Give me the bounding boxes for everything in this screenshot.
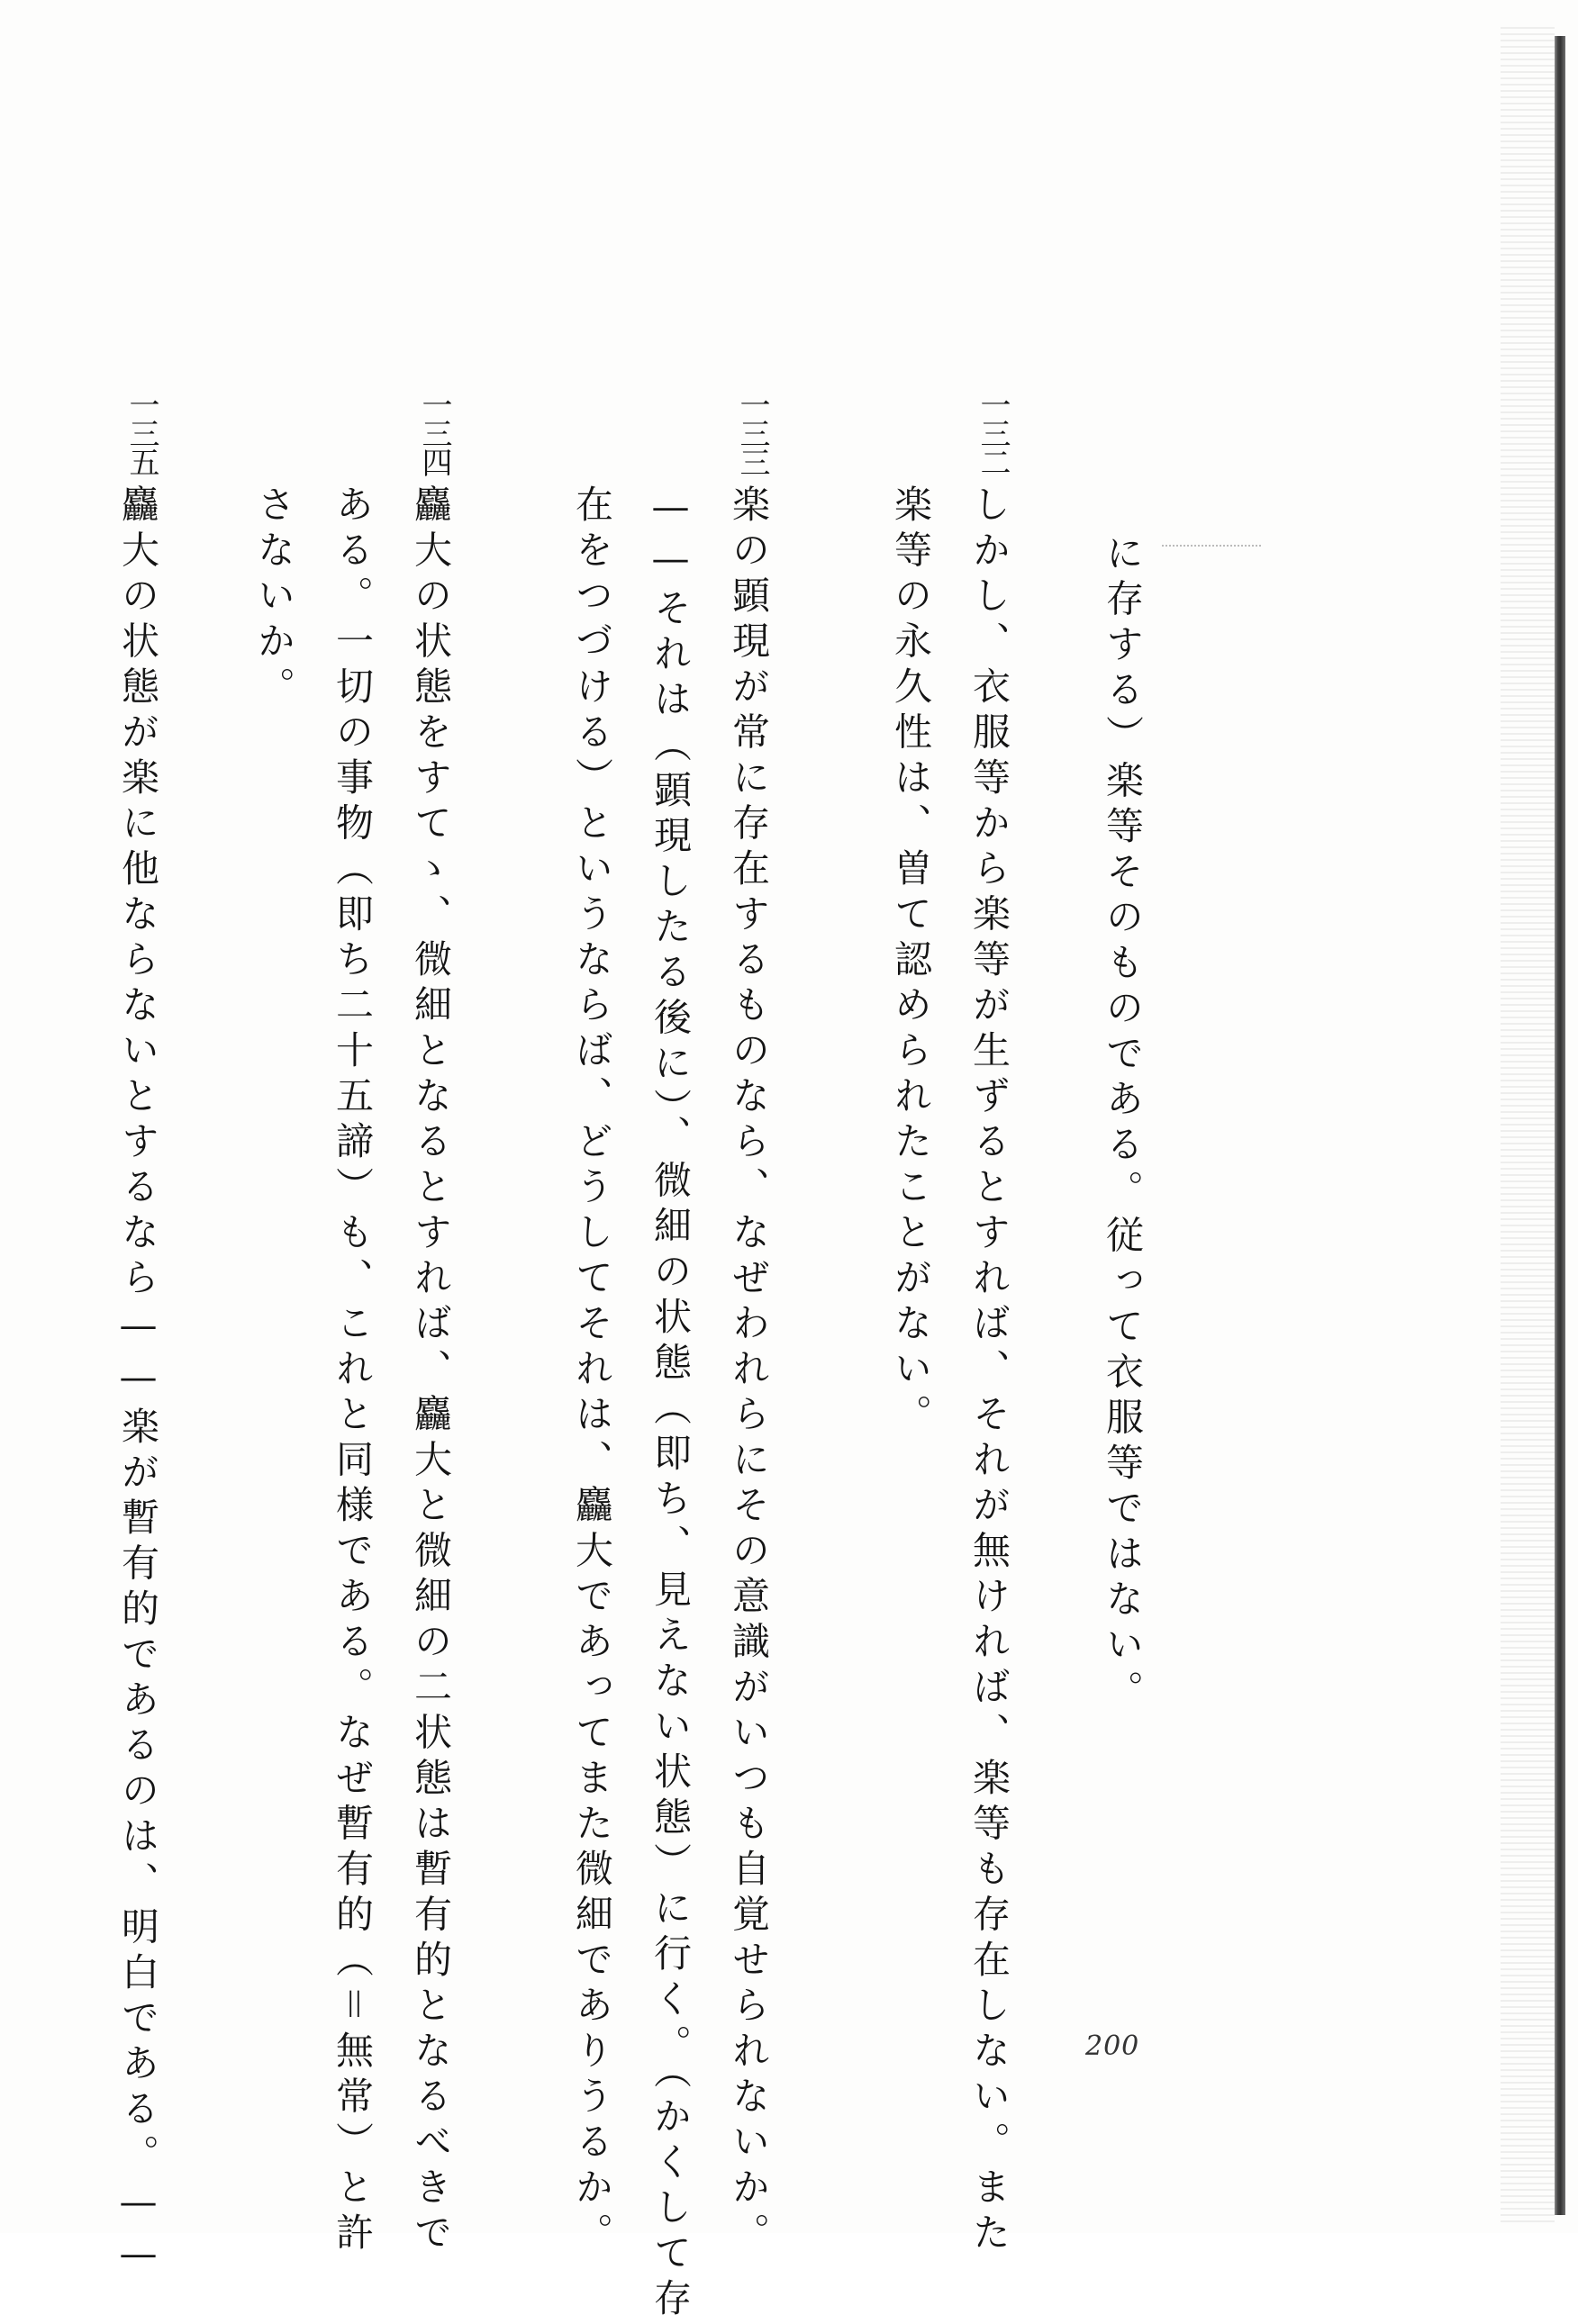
verse-number-135: 一三五 xyxy=(123,389,159,475)
text-line-2: しかし、衣服等から楽等が生ずるとすれば、それが無ければ、楽等も存在しない。また xyxy=(967,484,1011,2258)
page-number: 200 xyxy=(1085,2030,1140,2062)
page-binding-edge xyxy=(1555,36,1565,2215)
text-line-6: 在をつづける）というならば、どうしてそれは、麤大であってまた微細でありうるか。 xyxy=(570,484,614,2258)
verse-number-134: 一三四 xyxy=(416,389,452,475)
text-line-4: 楽の顕現が常に存在するものなら、なぜわれらにその意識がいつも自覚せられないか。 xyxy=(727,484,771,2258)
text-line-9: さないか。 xyxy=(252,484,296,712)
binding-shadow xyxy=(1501,27,1555,2224)
text-line-7: 麤大の状態をすてゝ、微細となるとすれば、麤大と微細の二状態は暫有的となるべきで xyxy=(409,484,453,2258)
text-line-1: に存する）楽等そのものである。従って衣服等ではない。 xyxy=(1101,533,1145,1715)
text-line-3: 楽等の永久性は、曽て認められたことがない。 xyxy=(889,484,933,1440)
dotted-leader xyxy=(1162,545,1261,547)
verse-number-133: 一三三 xyxy=(734,389,770,475)
text-line-5: ——それは（顕現したる後に）、微細の状態（即ち、見えない状態）に行く。（かくして存 xyxy=(648,484,693,2324)
verse-number-132: 一三二 xyxy=(975,389,1011,475)
text-line-8: ある。一切の事物（即ち二十五諦）も、これと同様である。なぜ暫有的（＝無常）と許 xyxy=(331,484,375,2258)
text-line-10: 麤大の状態が楽に他ならないとするなら——楽が暫有的であるのは、明白である。—— xyxy=(116,484,160,2283)
